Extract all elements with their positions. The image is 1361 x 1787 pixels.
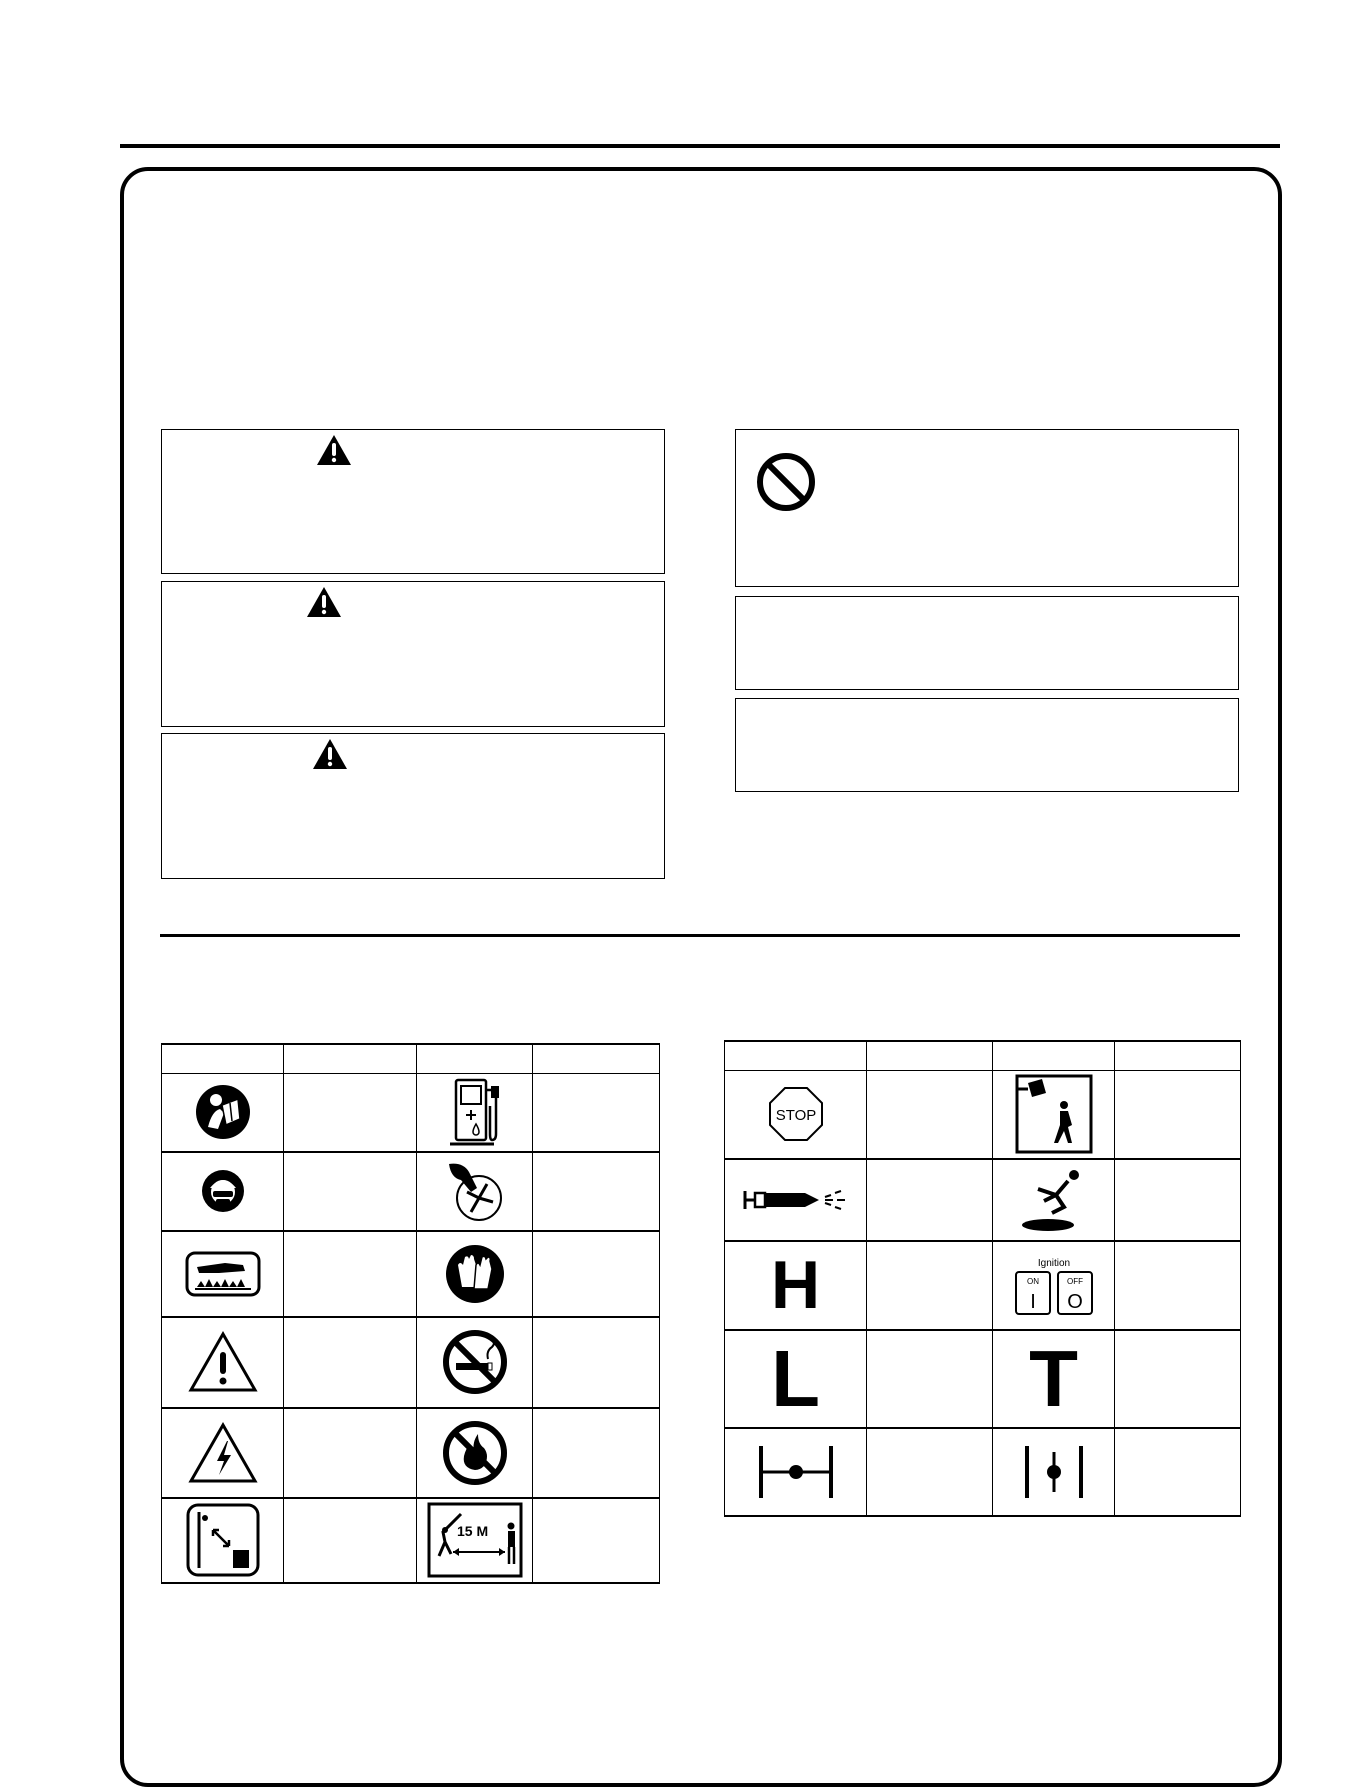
warning-triangle-icon <box>312 738 348 770</box>
header-rule <box>120 144 1280 148</box>
no-open-flame-icon <box>442 1420 508 1486</box>
spray-distance-15m-icon <box>427 1502 523 1578</box>
hand-in-fan-icon <box>443 1158 507 1224</box>
electric-hazard-icon <box>188 1421 258 1485</box>
ignition-switch-icon <box>1008 1254 1100 1316</box>
off-label: OFF <box>1066 1277 1083 1286</box>
off-symbol: O <box>1066 1291 1083 1313</box>
read-manual-icon <box>194 1083 252 1141</box>
table-row <box>162 1231 660 1317</box>
turbo-position-icon: T <box>1029 1333 1078 1423</box>
injection-hazard-icon <box>741 1185 851 1215</box>
stop-sign-text: STOP <box>775 1107 816 1125</box>
table-row <box>162 1152 660 1231</box>
safe-distance-icon <box>185 1502 261 1578</box>
table-header-row <box>725 1041 1241 1071</box>
high-position-icon: H <box>770 1247 821 1323</box>
on-label: ON <box>1026 1277 1039 1286</box>
table-row <box>725 1159 1241 1241</box>
prohibition-box <box>735 429 1239 587</box>
table-row <box>725 1330 1241 1428</box>
table-row <box>162 1498 660 1583</box>
table-row <box>162 1074 660 1152</box>
falling-object-icon <box>1014 1073 1094 1155</box>
section-rule <box>160 934 1240 937</box>
warning-triangle-icon <box>316 434 352 466</box>
right-symbols-table <box>724 1040 1241 1517</box>
fuel-pump-icon <box>444 1076 506 1148</box>
valve-closed-icon <box>753 1442 839 1502</box>
distance-label: 15 M <box>456 1523 488 1539</box>
table-row <box>162 1408 660 1498</box>
table-header-row <box>162 1044 660 1074</box>
hot-surface-hand-icon <box>185 1251 261 1297</box>
ignition-label: Ignition <box>1037 1258 1070 1269</box>
no-smoking-icon <box>442 1329 508 1395</box>
slip-hazard-icon <box>1016 1167 1092 1233</box>
on-symbol: I <box>1029 1291 1036 1313</box>
table-row <box>725 1241 1241 1330</box>
stop-sign-icon <box>768 1086 824 1142</box>
wear-protection-icon <box>200 1168 246 1214</box>
wear-gloves-icon <box>444 1243 506 1305</box>
note-box <box>735 698 1239 792</box>
notice-box <box>735 596 1239 690</box>
table-row <box>725 1428 1241 1516</box>
danger-box <box>161 429 665 574</box>
caution-box <box>161 733 665 879</box>
warning-box <box>161 581 665 727</box>
table-row <box>162 1317 660 1408</box>
low-position-icon: L <box>771 1333 820 1423</box>
left-symbols-table <box>161 1043 660 1584</box>
valve-open-icon <box>1019 1442 1089 1502</box>
prohibition-icon <box>756 452 816 512</box>
caution-triangle-icon <box>188 1330 258 1394</box>
table-row <box>725 1071 1241 1159</box>
warning-triangle-icon <box>306 586 342 618</box>
